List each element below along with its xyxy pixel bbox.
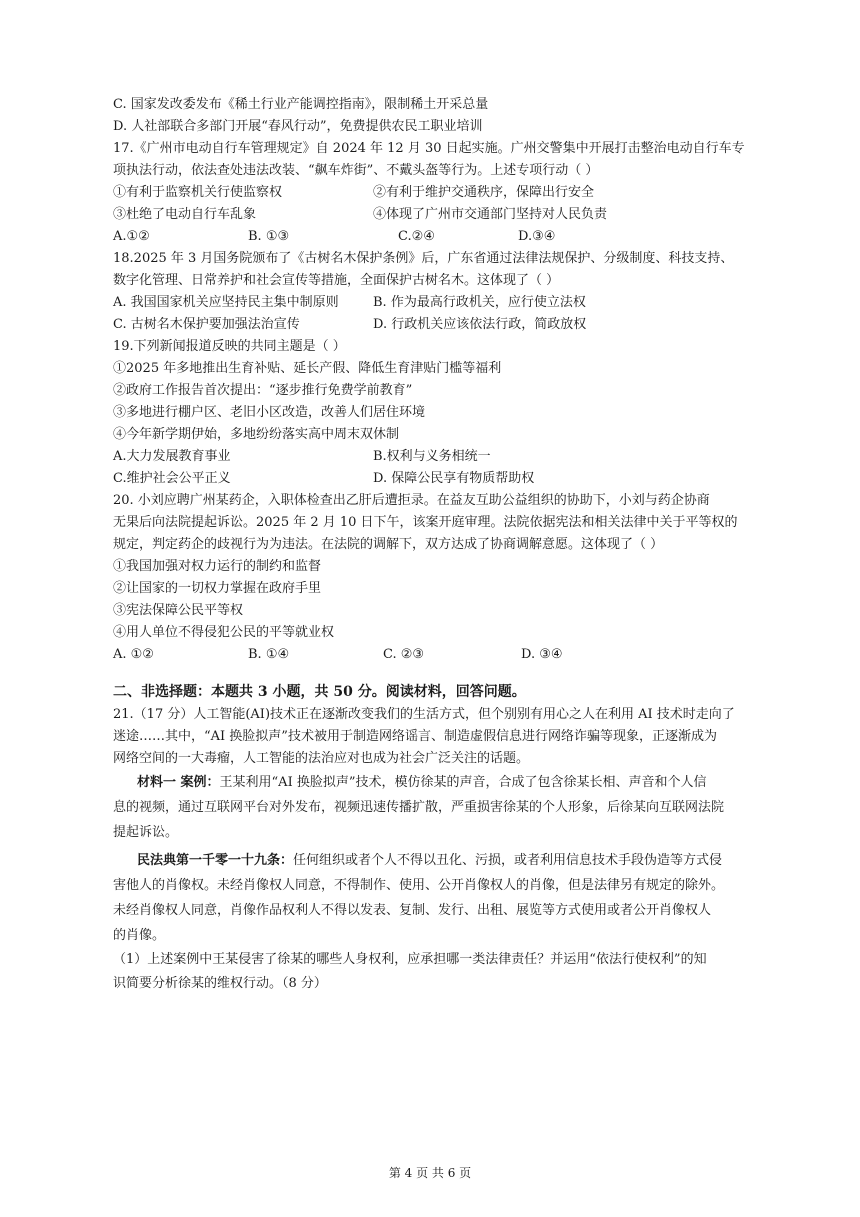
q21-sub1-line2: 识简要分析徐某的维权行动。（8 分） [113, 976, 327, 991]
q19-option-a: A.大力发展教育事业 [113, 449, 231, 464]
q21-law-text3: 未经肖像权人同意，肖像作品权利人不得以发表、复制、发行、出租、展览等方式使用或者公开肖像权人 [113, 903, 712, 918]
q19-options-row2 [113, 468, 773, 490]
q17-option-d: D.③④ [518, 229, 556, 244]
q21-intro-line2: 迷途……其中，“AI 换脸拟声”技术被用于制造网络谣言、制造虚假信息进行网络诈骗等现象，正逐渐成为 [113, 729, 717, 744]
q17-statement-1: ①有利于监察机关行使监察权 [113, 185, 283, 200]
page-footer: 第 4 页 共 6 页 [388, 1166, 472, 1180]
q17-stem-line1: 17.《广州市电动自行车管理规定》自 2024 年 12 月 30 日起实施。广州交警集中开展打击整治电动自行车专 [113, 141, 745, 156]
q19-options-row1 [113, 446, 773, 468]
q18-option-d: D. 行政机关应该依法行政，简政放权 [373, 317, 587, 332]
q21-law-text2: 害他人的肖像权。未经肖像权人同意，不得制作、使用、公开肖像权人的肖像，但是法律另有规定的除外。 [113, 878, 725, 893]
q21-sub1-line1: （1）上述案例中王某侵害了徐某的哪些人身权利，应承担哪一类法律责任？并运用“依法行使权利”的知 [113, 952, 707, 967]
q19-statement-1: ①2025 年多地推出生育补贴、延长产假、降低生育津贴门槛等福利 [113, 361, 502, 376]
q21-law-label: 民法典第一千零一十九条： [137, 853, 294, 868]
q20-stem-line2: 无果后向法院提起诉讼。2025 年 2 月 10 日下午，该案开庭审理。法院依据宪法和相关法律中关于平等权的 [113, 515, 738, 530]
q20-statement-4: ④用人单位不得侵犯公民的平等就业权 [113, 625, 335, 640]
q19-statement-3: ③多地进行棚户区、老旧小区改造，改善人们居住环境 [113, 405, 426, 420]
q20-statement-2: ②让国家的一切权力掌握在政府手里 [113, 581, 322, 596]
q17-statements-row2 [113, 204, 773, 226]
q18-option-b: B. 作为最高行政机关，应行使立法权 [373, 295, 586, 310]
q17-option-b: B. ①③ [248, 229, 290, 244]
q19-statement-2: ②政府工作报告首次提出：“逐步推行免费学前教育” [113, 383, 413, 398]
q21-intro-line1: 21.（17 分）人工智能(AI)技术正在逐渐改变我们的生活方式，但个别别有用心之人在利用 AI 技术时走向了 [113, 707, 735, 722]
q20-option-a: A. ①② [113, 647, 154, 662]
q20-stem-line3: 规定，判定药企的歧视行为为违法。在法院的调解下，双方达成了协商调解意愿。这体现了（ ） [113, 537, 664, 552]
q21-law-line1 [113, 848, 773, 873]
q21-law-text4: 的肖像。 [113, 928, 166, 943]
q21-material1-label: 材料一 案例： [137, 775, 220, 790]
section-2-title: 二、非选择题：本题共 3 小题，共 50 分。阅读材料，回答问题。 [113, 684, 526, 700]
q19-option-c: C.维护社会公平正义 [113, 471, 231, 486]
q17-options [113, 226, 773, 248]
q19-option-d: D. 保障公民享有物质帮助权 [373, 471, 535, 486]
q16-option-d: D. 人社部联合多部门开展“春风行动”，免费提供农民工职业培训 [113, 119, 483, 134]
q17-statement-3: ③杜绝了电动自行车乱象 [113, 207, 257, 222]
q18-option-a: A. 我国国家机关应坚持民主集中制原则 [113, 295, 339, 310]
q21-intro-line3: 网络空间的一大毒瘤，人工智能的法治应对也成为社会广泛关注的话题。 [113, 751, 530, 766]
q17-option-a: A.①② [113, 229, 150, 244]
q21-material1-text2: 息的视频，通过互联网平台对外发布，视频迅速传播扩散，严重损害徐某的个人形象，后徐某向互联网法院 [113, 800, 725, 815]
q17-statements-row1 [113, 182, 773, 204]
q21-material1-text1: 王某利用“AI 换脸拟声”技术，模仿徐某的声音，合成了包含徐某长相、声音和个人信 [219, 775, 707, 790]
q17-stem-line2: 项执法行动，依法查处违法改装、“飙车炸街”、不戴头盔等行为。上述专项行动（ ） [113, 163, 599, 178]
q18-option-c: C. 古树名木保护要加强法治宣传 [113, 317, 300, 332]
q20-statement-3: ③宪法保障公民平等权 [113, 603, 244, 618]
q21-material1-line1 [113, 770, 773, 795]
page-content [113, 94, 773, 996]
q21-law-text1: 任何组织或者个人不得以丑化、污损，或者利用信息技术手段伪造等方式侵 [293, 853, 723, 868]
q18-options-row2 [113, 314, 773, 336]
q20-options [113, 644, 773, 666]
q21-material1-text3: 提起诉讼。 [113, 825, 179, 840]
q18-stem-line2: 数字化管理、日常养护和社会宣传等措施，全面保护古树名木。这体现了（ ） [113, 273, 560, 288]
q20-option-d: D. ③④ [521, 647, 563, 662]
q20-stem-line1: 20. 小刘应聘广州某药企，入职体检查出乙肝后遭拒录。在益友互助公益组织的协助下，小刘与药企协商 [113, 493, 710, 508]
q16-option-c: C. 国家发改委发布《稀土行业产能调控指南》，限制稀土开采总量 [113, 97, 489, 112]
q20-statement-1: ①我国加强对权力运行的制约和监督 [113, 559, 322, 574]
q19-statement-4: ④今年新学期伊始，多地纷纷落实高中周末双休制 [113, 427, 400, 442]
q17-statement-2: ②有利于维护交通秩序，保障出行安全 [373, 185, 595, 200]
q20-option-c: C. ②③ [383, 647, 425, 662]
q20-option-b: B. ①④ [248, 647, 290, 662]
q19-option-b: B.权利与义务相统一 [373, 449, 491, 464]
q18-stem-line1: 18.2025 年 3 月国务院颁布了《古树名木保护条例》后，广东省通过法律法规保护、分级制度、科技支持、 [113, 251, 734, 266]
q19-stem: 19.下列新闻报道反映的共同主题是（ ） [113, 339, 346, 354]
q17-statement-4: ④体现了广州市交通部门坚持对人民负责 [373, 207, 608, 222]
q18-options-row1 [113, 292, 773, 314]
q17-option-c: C.②④ [398, 229, 435, 244]
